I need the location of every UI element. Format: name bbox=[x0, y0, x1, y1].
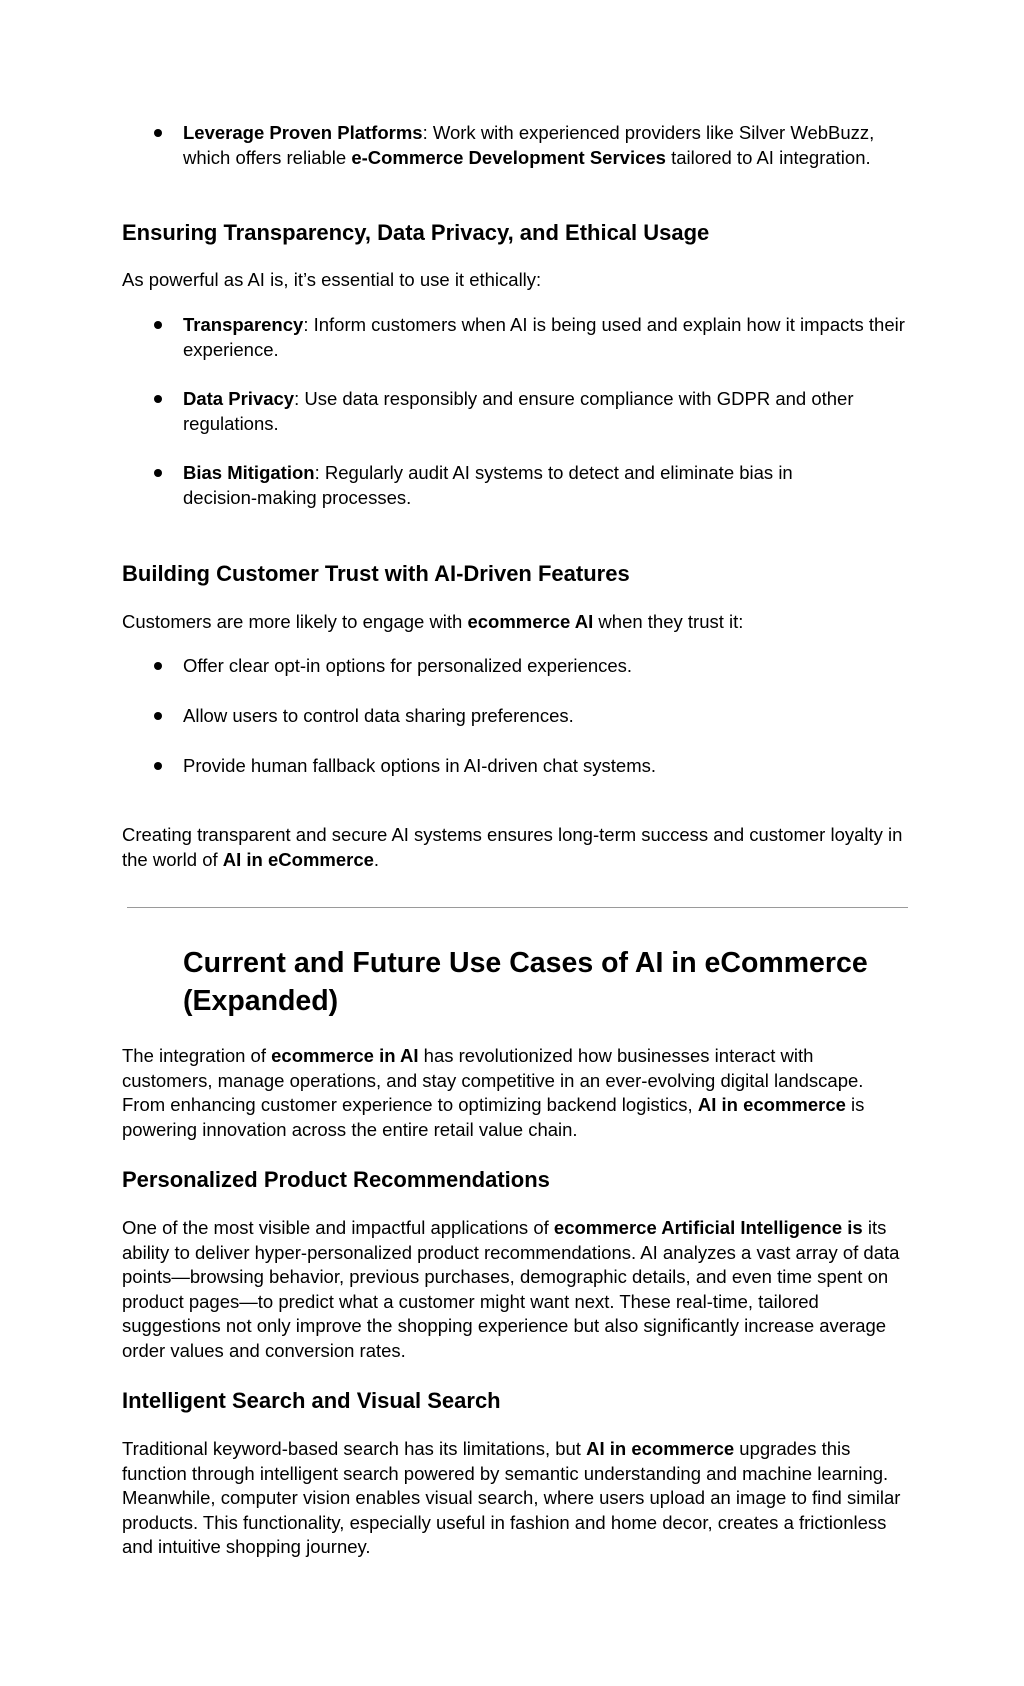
search-line1 bbox=[122, 1437, 850, 1462]
search-line5: and intuitive shopping journey. bbox=[122, 1536, 371, 1557]
bullet-dot bbox=[154, 662, 162, 670]
trust-closing-text: the world of bbox=[122, 849, 223, 870]
ethics-item-line2: decision-making processes. bbox=[183, 487, 412, 508]
search-text: upgrades this bbox=[734, 1438, 851, 1459]
usecases-p1-line3 bbox=[122, 1093, 864, 1118]
recommendations-line4: product pages—to predict what a customer might want next. These real-time, tailored bbox=[122, 1291, 819, 1312]
recommendations-line6: order values and conversion rates. bbox=[122, 1340, 406, 1361]
usecases-text: The integration of bbox=[122, 1045, 272, 1066]
recommendations-text: its bbox=[862, 1217, 887, 1238]
bullet-dot bbox=[154, 129, 162, 137]
bullet-bold-text: e-Commerce Development Services bbox=[351, 147, 666, 168]
trust-closing-bold: AI in eCommerce bbox=[222, 849, 374, 870]
trust-closing-line1: Creating transparent and secure AI systems ensures long-term success and customer loyalty in bbox=[122, 824, 903, 845]
usecases-p1-line1 bbox=[122, 1044, 813, 1069]
ethics-intro: As powerful as AI is, it’s essential to use it ethically: bbox=[122, 269, 542, 290]
usecases-text: From enhancing customer experience to optimizing backend logistics, bbox=[122, 1094, 698, 1115]
recommendations-line2: ability to deliver hyper-personalized product recommendations. AI analyzes a vast array of data bbox=[122, 1242, 900, 1263]
usecases-p1-line4: powering innovation across the entire retail value chain. bbox=[122, 1119, 578, 1140]
bullet-text: which offers reliable bbox=[183, 147, 352, 168]
usecases-text: has revolutionized how businesses interact with bbox=[418, 1045, 814, 1066]
bullet-dot bbox=[154, 762, 162, 770]
usecases-text: is bbox=[845, 1094, 865, 1115]
ethics-item-line1 bbox=[183, 387, 854, 412]
trust-closing-text: . bbox=[373, 849, 380, 870]
horizontal-divider bbox=[127, 907, 908, 908]
usecases-bold: AI in ecommerce bbox=[697, 1094, 846, 1115]
recommendations-text: One of the most visible and impactful applications of bbox=[122, 1217, 554, 1238]
trust-intro-bold: ecommerce AI bbox=[467, 611, 594, 632]
heading-use-cases-line1: Current and Future Use Cases of AI in eCommerce bbox=[183, 947, 868, 979]
ethics-item-label: Transparency bbox=[183, 314, 304, 335]
bullet-dot bbox=[154, 321, 162, 329]
ethics-item-line2: regulations. bbox=[183, 413, 279, 434]
bullet-leverage-line2 bbox=[183, 146, 871, 171]
ethics-item-line1 bbox=[183, 313, 905, 338]
ethics-item-text: : Inform customers when AI is being used and explain how it impacts their bbox=[303, 314, 905, 335]
trust-item: Provide human fallback options in AI-driven chat systems. bbox=[183, 755, 657, 776]
search-bold: AI in ecommerce bbox=[586, 1438, 735, 1459]
bullet-text: : Work with experienced providers like Silver WebBuzz, bbox=[422, 122, 875, 143]
bullet-dot bbox=[154, 395, 162, 403]
ethics-item-label: Data Privacy bbox=[183, 388, 295, 409]
trust-intro bbox=[122, 610, 743, 635]
ethics-item-line2: experience. bbox=[183, 339, 279, 360]
ethics-item-text: : Regularly audit AI systems to detect and eliminate bias in bbox=[314, 462, 793, 483]
recommendations-line3: points—browsing behavior, previous purchases, demographic details, and even time spent on bbox=[122, 1266, 889, 1287]
ethics-item-line1 bbox=[183, 461, 793, 486]
usecases-bold: ecommerce in AI bbox=[271, 1045, 419, 1066]
recommendations-line5: suggestions not only improve the shopping experience but also significantly increase average bbox=[122, 1315, 887, 1336]
heading-recommendations: Personalized Product Recommendations bbox=[122, 1167, 550, 1192]
bullet-dot bbox=[154, 469, 162, 477]
trust-item: Allow users to control data sharing preferences. bbox=[183, 705, 574, 726]
ethics-item-text: : Use data responsibly and ensure compliance with GDPR and other bbox=[294, 388, 854, 409]
heading-use-cases-line2: (Expanded) bbox=[183, 985, 339, 1017]
search-line2: function through intelligent search powered by semantic understanding and machine learning. bbox=[122, 1463, 889, 1484]
heading-ethics: Ensuring Transparency, Data Privacy, and Ethical Usage bbox=[122, 220, 710, 245]
heading-trust: Building Customer Trust with AI-Driven Features bbox=[122, 561, 630, 586]
search-line3: Meanwhile, computer vision enables visual search, where users upload an image to find similar bbox=[122, 1487, 901, 1508]
search-line4: products. This functionality, especially useful in fashion and home decor, creates a frictionless bbox=[122, 1512, 887, 1533]
bullet-dot bbox=[154, 712, 162, 720]
bullet-leverage-line1 bbox=[183, 121, 874, 146]
recommendations-bold: ecommerce Artificial Intelligence is bbox=[553, 1217, 863, 1238]
bullet-text: tailored to AI integration. bbox=[665, 147, 871, 168]
heading-search: Intelligent Search and Visual Search bbox=[122, 1388, 501, 1413]
recommendations-line1 bbox=[122, 1216, 886, 1241]
search-text: Traditional keyword-based search has its limitations, but bbox=[122, 1438, 587, 1459]
bullet-label: Leverage Proven Platforms bbox=[183, 122, 423, 143]
ethics-item-label: Bias Mitigation bbox=[183, 462, 315, 483]
usecases-p1-line2: customers, manage operations, and stay competitive in an ever-evolving digital landscape. bbox=[122, 1070, 864, 1091]
trust-item: Offer clear opt-in options for personalized experiences. bbox=[183, 655, 633, 676]
trust-intro-text: when they trust it: bbox=[593, 611, 744, 632]
trust-closing-line2 bbox=[122, 848, 379, 873]
trust-intro-text: Customers are more likely to engage with bbox=[122, 611, 468, 632]
